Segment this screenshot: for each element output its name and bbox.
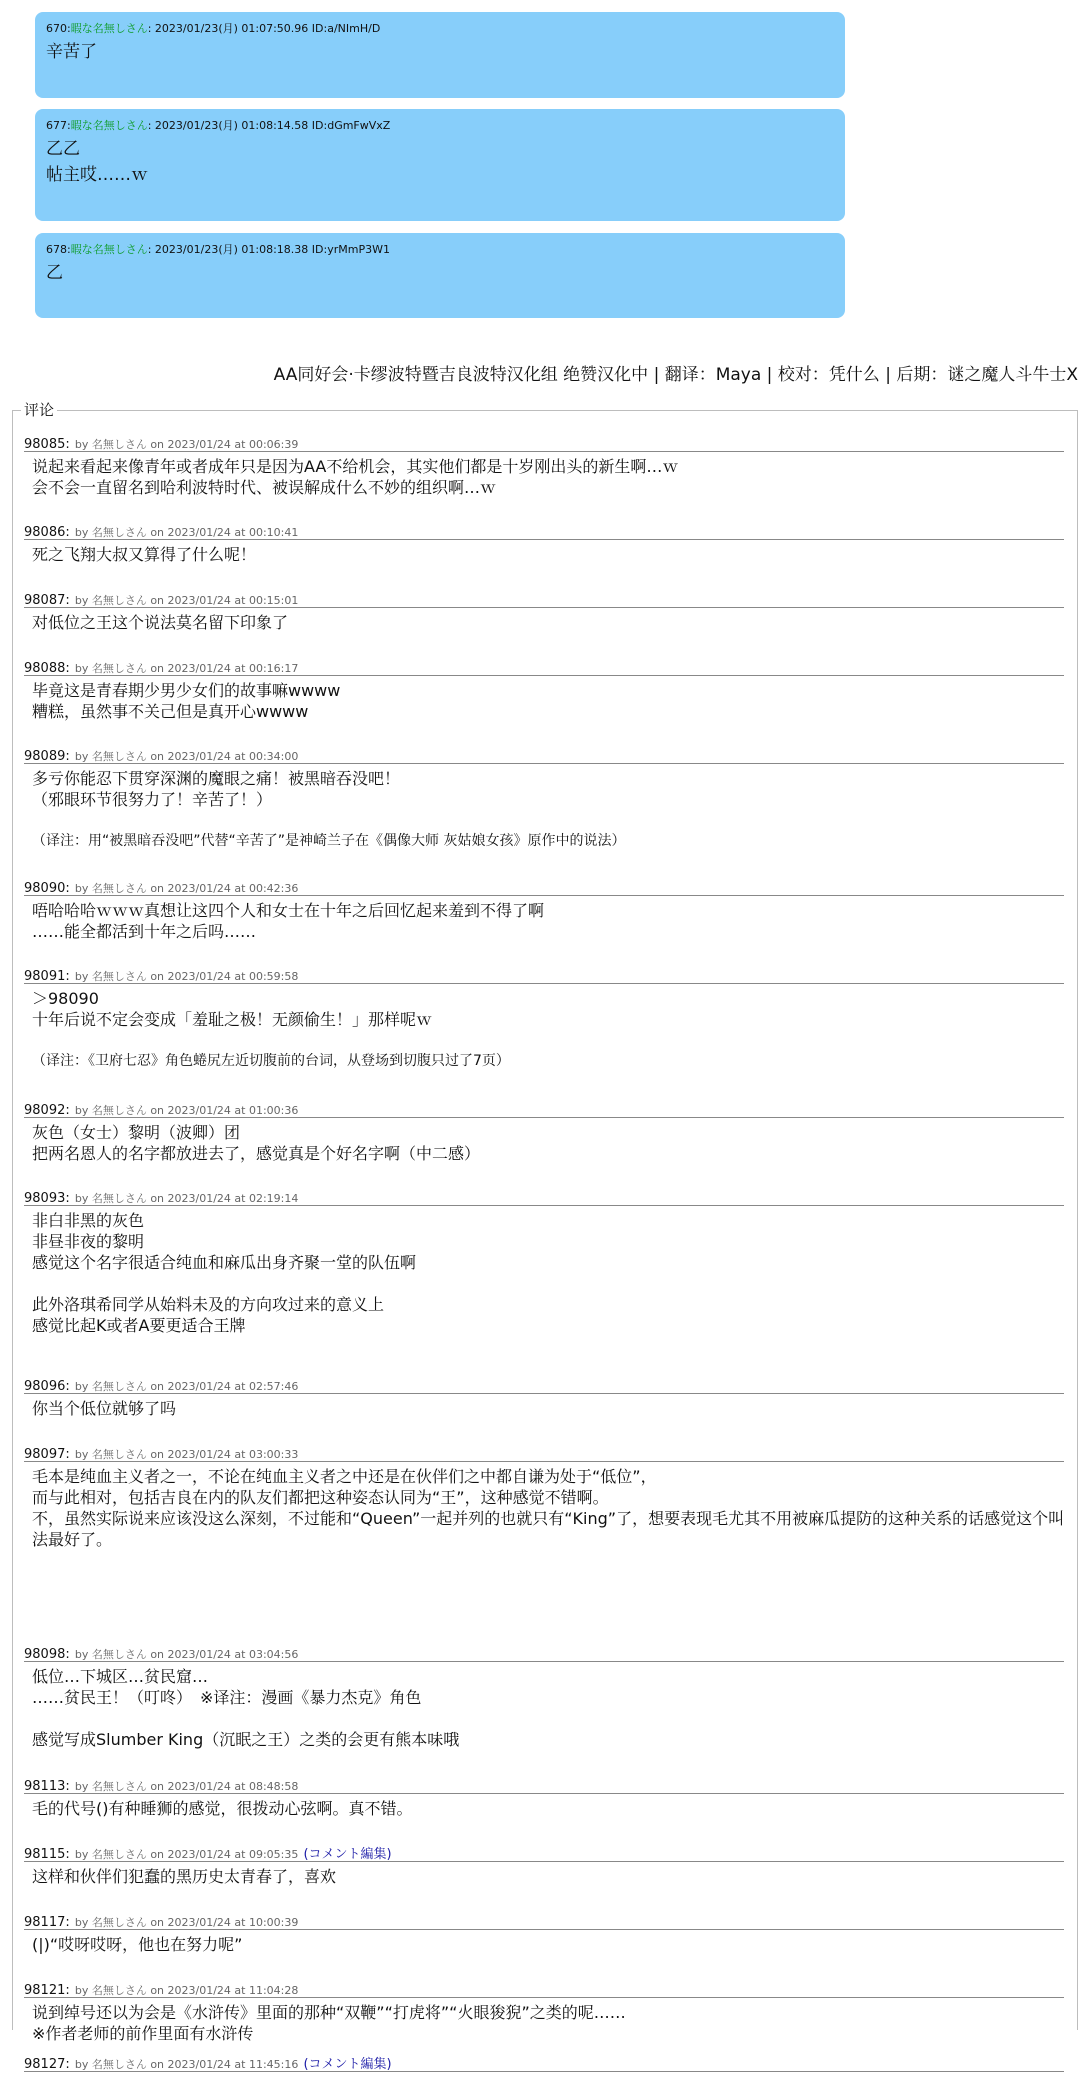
comment-number: 98121:: [24, 1983, 70, 1998]
comment-meta: by 名無しさん on 2023/01/24 at 00:10:41: [74, 526, 299, 539]
comment-number: 98115:: [24, 1847, 70, 1862]
comment-header: [24, 1099, 1064, 1118]
comment-meta: by 名無しさん on 2023/01/24 at 00:59:58: [74, 970, 299, 983]
comment-line: 这样和伙伴们犯蠢的黑历史太青春了，喜欢: [32, 1867, 337, 1886]
post-670: [35, 12, 845, 98]
comment-line: [32, 1030, 1074, 1051]
comment-number: 98113:: [24, 1779, 70, 1794]
post-678: [35, 233, 845, 318]
comment-header: [24, 1443, 1064, 1462]
comments-title: 评论: [21, 400, 57, 420]
comment-body: [24, 1466, 1074, 1550]
comment-line: （邪眼环节很努力了！辛苦了！）: [32, 790, 273, 809]
comment-number: 98088:: [24, 661, 70, 676]
comment-header: [24, 433, 1064, 452]
comment-header: [24, 1775, 1064, 1794]
comment-line: ……能全都活到十年之后吗……: [32, 922, 257, 941]
poster-name: 暇な名無しさん: [70, 22, 148, 35]
comment-header: [24, 1643, 1064, 1662]
poster-name: 暇な名無しさん: [70, 119, 148, 132]
comment-line: 唔哈哈哈ｗｗｗ真想让这四个人和女士在十年之后回忆起来羞到不得了啊: [32, 901, 545, 920]
comment-line: 你当个低位就够了吗: [32, 1399, 177, 1418]
comment-item: [24, 1099, 1074, 1164]
comment-line: 说到绰号还以为会是《水浒传》里面的那种“双鞭”“打虎将”“火眼狻猊”之类的呢……: [32, 2003, 626, 2022]
comment-line: 非昼非夜的黎明: [32, 1232, 145, 1251]
comment-line: 感觉写成Slumber King（沉眠之王）之类的会更有熊本味哦: [32, 1730, 460, 1749]
comments-section: [12, 401, 1078, 2072]
post-body: [46, 39, 834, 65]
comment-line: [32, 1708, 1074, 1729]
post-line: 乙乙: [46, 139, 80, 159]
comment-item: [24, 433, 1074, 498]
comment-meta: by 名無しさん on 2023/01/24 at 00:34:00: [74, 750, 299, 763]
comment-line: （译注：用“被黑暗吞没吧”代替“辛苦了”是神崎兰子在《偶像大师 灰姑娘女孩》原作中的说法）: [32, 833, 626, 849]
comment-item: [24, 1375, 1074, 1419]
post-meta: 2023/01/23(月) 01:08:14.58 ID:dGmFwVxZ: [154, 119, 391, 132]
post-header: 677:暇な名無しさん: 2023/01/23(月) 01:08:14.58 ID:dGmFwVxZ: [46, 119, 391, 132]
comment-meta: by 名無しさん on 2023/01/24 at 00:06:39: [74, 438, 299, 451]
comment-edit-link[interactable]: (コメント編集): [303, 2057, 392, 2072]
post-body: [46, 260, 834, 286]
comment-item: [24, 1443, 1074, 1550]
comment-number: 98089:: [24, 749, 70, 764]
comment-line: 说起来看起来像青年或者成年只是因为AA不给机会，其实他们都是十岁刚出头的新生啊…ｗ: [32, 457, 679, 476]
comment-body: [24, 1934, 1074, 1955]
comment-meta: by 名無しさん on 2023/01/24 at 03:04:56: [74, 1648, 299, 1661]
comment-header: [24, 1375, 1064, 1394]
comment-item: [24, 1979, 1074, 2044]
post-header: 670:暇な名無しさん: 2023/01/23(月) 01:07:50.96 ID:a/NImH/D: [46, 22, 381, 35]
comment-line: 灰色（女士）黎明（波卿）团: [32, 1123, 241, 1142]
comment-line: (|)“哎呀哎呀，他也在努力呢”: [32, 1935, 243, 1954]
comment-number: 98087:: [24, 593, 70, 608]
comment-body: [24, 900, 1074, 942]
comment-line: （译注：《卫府七忍》角色蜷尻左近切腹前的台词，从登场到切腹只过了7页）: [32, 1053, 510, 1069]
comment-body: [24, 544, 1074, 565]
comment-number: 98127:: [24, 2057, 70, 2072]
comment-line: 低位…下城区…贫民窟…: [32, 1667, 209, 1686]
comment-line: [32, 1273, 1074, 1294]
comment-number: 98090:: [24, 881, 70, 896]
comment-body: [24, 988, 1074, 1072]
comment-body: [24, 1122, 1074, 1164]
comment-meta: by 名無しさん on 2023/01/24 at 00:16:17: [74, 662, 299, 675]
comment-item: [24, 589, 1074, 633]
comment-line: ＞98090: [32, 989, 99, 1008]
comment-meta: by 名無しさん on 2023/01/24 at 10:00:39: [74, 1916, 299, 1929]
comment-line: 非白非黑的灰色: [32, 1211, 145, 1230]
post-header: 678:暇な名無しさん: 2023/01/23(月) 01:08:18.38 ID:yrMmP3W1: [46, 243, 390, 256]
comment-meta: by 名無しさん on 2023/01/24 at 00:15:01: [74, 594, 299, 607]
comment-number: 98093:: [24, 1191, 70, 1206]
comment-number: 98098:: [24, 1647, 70, 1662]
comment-line: 毛的代号()有种睡狮的感觉，很拨动心弦啊。真不错。: [32, 1799, 413, 1818]
comment-item: [24, 1911, 1074, 1955]
comment-line: 此外洛琪希同学从始料未及的方向攻过来的意义上: [32, 1295, 385, 1314]
comment-item: [24, 745, 1074, 852]
comment-item: [24, 1187, 1074, 1336]
comment-header: [24, 657, 1064, 676]
comment-item: [24, 521, 1074, 565]
comment-header: [24, 1187, 1064, 1206]
comment-body: [24, 456, 1074, 498]
comment-item: [24, 2053, 1074, 2076]
comment-item: [24, 1775, 1074, 1819]
comment-number: 98085:: [24, 437, 70, 452]
comment-body: [24, 768, 1074, 852]
comment-body: [24, 1798, 1074, 1819]
comment-edit-link[interactable]: (コメント編集): [303, 1847, 392, 1862]
comment-item: [24, 1843, 1074, 1887]
comment-header: [24, 1911, 1064, 1930]
comment-number: 98097:: [24, 1447, 70, 1462]
post-line: 帖主哎……ｗ: [46, 165, 148, 185]
comment-line: 死之飞翔大叔又算得了什么呢！: [32, 545, 257, 564]
post-body: [46, 136, 834, 188]
comment-meta: by 名無しさん on 2023/01/24 at 09:05:35: [74, 1848, 299, 1861]
comment-number: 98091:: [24, 969, 70, 984]
comment-body: [24, 1666, 1074, 1750]
comment-line: [32, 810, 1074, 831]
comment-body: [24, 612, 1074, 633]
comment-line: 糟糕，虽然事不关己但是真开心wwww: [32, 702, 309, 721]
comment-meta: by 名無しさん on 2023/01/24 at 02:57:46: [74, 1380, 299, 1393]
comment-line: 对低位之王这个说法莫名留下印象了: [32, 613, 289, 632]
comment-header: [24, 521, 1064, 540]
comment-number: 98117:: [24, 1915, 70, 1930]
post-meta: 2023/01/23(月) 01:07:50.96 ID:a/NImH/D: [154, 22, 381, 35]
comment-line: 把两名恩人的名字都放进去了，感觉真是个好名字啊（中二感）: [32, 1144, 481, 1163]
comment-line: 十年后说不定会变成「羞耻之极！无颜偷生！」那样呢ｗ: [32, 1010, 433, 1029]
translation-credit: AA同好会·卡缪波特暨吉良波特汉化组 绝赞汉化中 | 翻译：Maya | 校对：凭什么 | 后期：谜之魔人斗牛士X: [273, 365, 1078, 385]
comment-line: 毕竟这是青春期少男少女们的故事嘛wwww: [32, 681, 341, 700]
comment-meta: by 名無しさん on 2023/01/24 at 08:48:58: [74, 1780, 299, 1793]
comment-header: [24, 745, 1064, 764]
comment-header: [24, 2053, 1064, 2072]
comment-body: [24, 1866, 1074, 1887]
comment-line: ※作者老师的前作里面有水浒传: [32, 2024, 254, 2043]
post-number: 678: [46, 243, 67, 256]
comment-line: 多亏你能忍下贯穿深渊的魔眼之痛！被黑暗吞没吧！: [32, 769, 401, 788]
comment-body: [24, 2002, 1074, 2044]
comment-line: 会不会一直留名到哈利波特时代、被误解成什么不妙的组织啊…ｗ: [32, 478, 497, 497]
comment-meta: by 名無しさん on 2023/01/24 at 11:45:16: [74, 2058, 299, 2071]
comment-body: [24, 680, 1074, 722]
comment-header: [24, 1979, 1064, 1998]
comment-item: [24, 1643, 1074, 1750]
comment-header: [24, 589, 1064, 608]
comment-number: 98086:: [24, 525, 70, 540]
post-number: 670: [46, 22, 67, 35]
comment-line: 感觉这个名字很适合纯血和麻瓜出身齐聚一堂的队伍啊: [32, 1253, 417, 1272]
comment-item: [24, 965, 1074, 1072]
comment-number: 98092:: [24, 1103, 70, 1118]
comment-body: [24, 1398, 1074, 1419]
comment-item: [24, 657, 1074, 722]
comment-line: 而与此相对，包括吉良在内的队友们都把这种姿态认同为“王”，这种感觉不错啊。: [32, 1488, 609, 1507]
comment-meta: by 名無しさん on 2023/01/24 at 00:42:36: [74, 882, 299, 895]
post-line: 辛苦了: [46, 42, 97, 62]
comment-number: 98096:: [24, 1379, 70, 1394]
comment-item: [24, 877, 1074, 942]
comment-header: [24, 1843, 1064, 1862]
comment-line: 毛本是纯血主义者之一，不论在纯血主义者之中还是在伙伴们之中都自谦为处于“低位”，: [32, 1467, 657, 1486]
comment-body: [24, 1210, 1074, 1336]
comment-header: [24, 965, 1064, 984]
comment-meta: by 名無しさん on 2023/01/24 at 03:00:33: [74, 1448, 299, 1461]
comment-line: ……贫民王！（叮咚） ※译注：漫画《暴力杰克》角色: [32, 1688, 422, 1707]
comment-meta: by 名無しさん on 2023/01/24 at 01:00:36: [74, 1104, 299, 1117]
comment-header: [24, 877, 1064, 896]
post-677: [35, 109, 845, 221]
comment-meta: by 名無しさん on 2023/01/24 at 11:04:28: [74, 1984, 299, 1997]
comment-meta: by 名無しさん on 2023/01/24 at 02:19:14: [74, 1192, 299, 1205]
post-number: 677: [46, 119, 67, 132]
comment-line: 感觉比起K或者A要更适合王牌: [32, 1316, 246, 1335]
poster-name: 暇な名無しさん: [70, 243, 148, 256]
post-meta: 2023/01/23(月) 01:08:18.38 ID:yrMmP3W1: [154, 243, 390, 256]
post-line: 乙: [46, 263, 63, 283]
comment-line: 不，虽然实际说来应该没这么深刻，不过能和“Queen”一起并列的也就只有“King”了，想要表现毛尤其不用被麻瓜提防的这种关系的话感觉这个叫法最好了。: [32, 1509, 1065, 1549]
